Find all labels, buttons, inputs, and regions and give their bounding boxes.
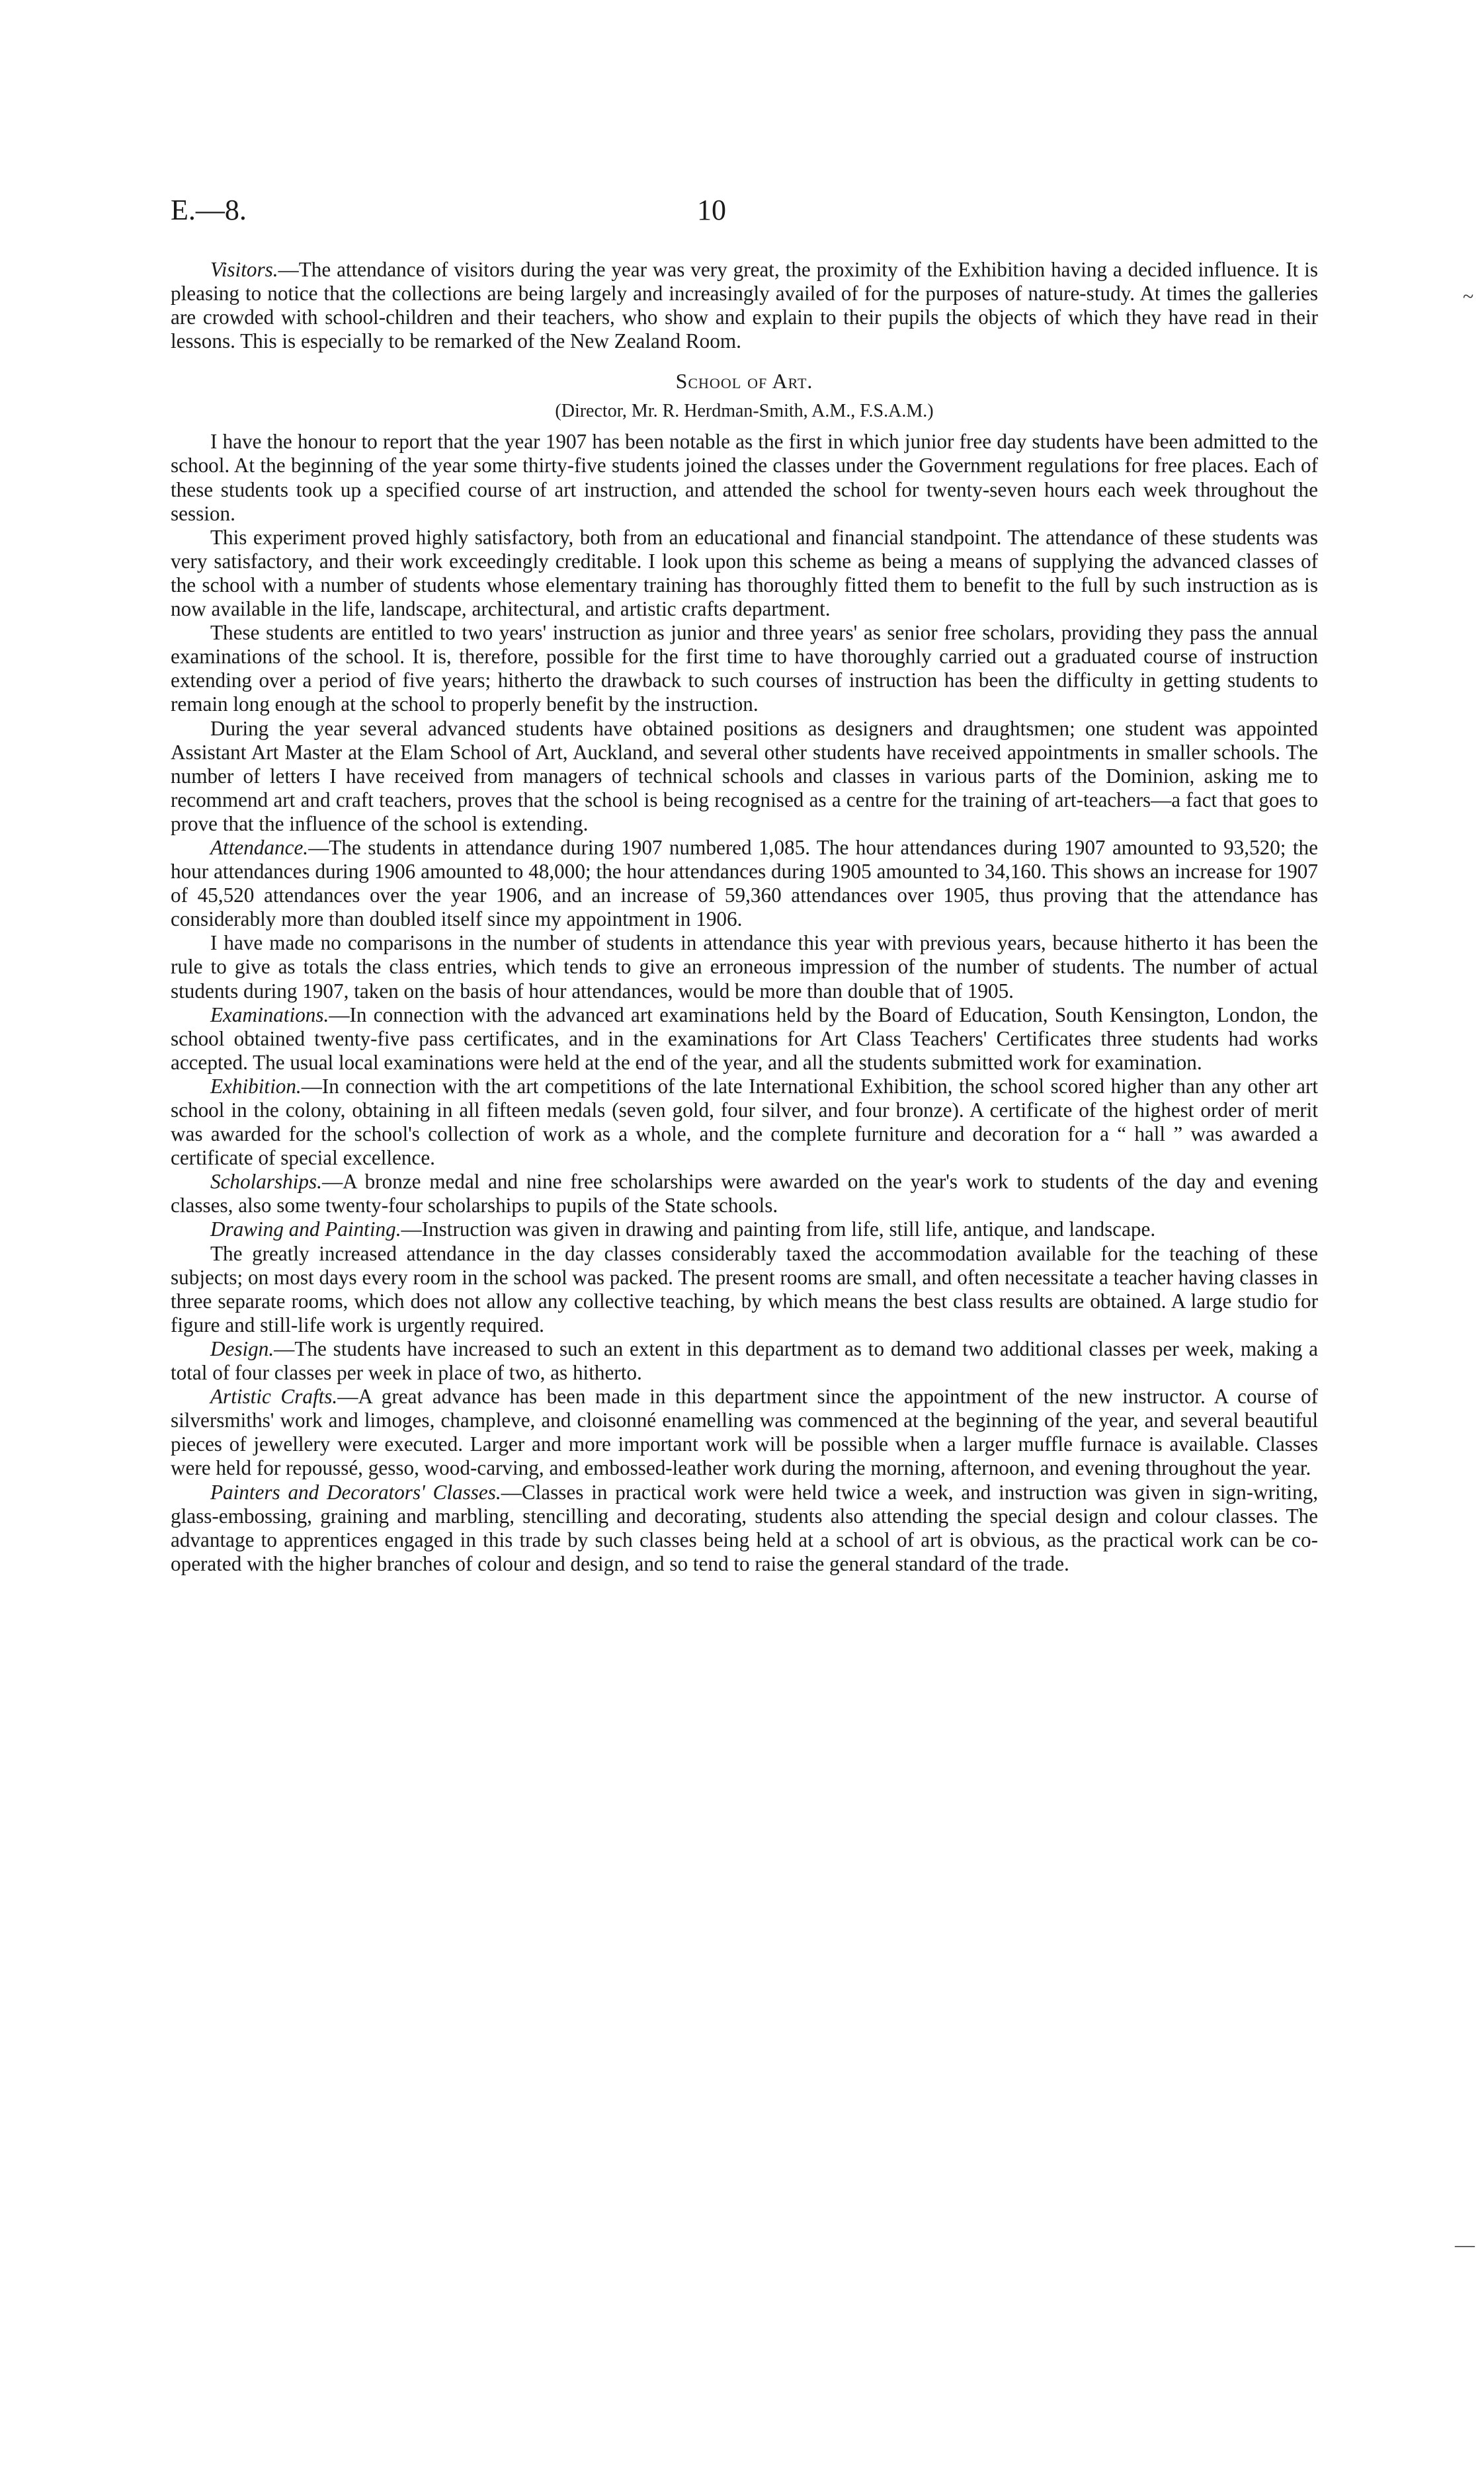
paragraph-text: I have made no comparisons in the number of students in attendance this year with previous years, because hitherto it has been the rule to give as totals the class entries, which tends to give an erroneous impression of the number of students. The number of actual students during 1907, taken on the basis of hour attendances, would be more than double that of 1905. [171, 931, 1318, 1003]
document-body [171, 258, 1318, 1576]
paragraph-heading: Artistic Crafts. [210, 1385, 338, 1409]
examinations-paragraph [171, 1003, 1318, 1075]
paragraph-text: —Classes in practical work were held twice a week, and instruction was given in sign-writing, glass-embossing, graining and marbling, stencilling and decorating, students also attending the special design and colour classes. The advantage to apprentices engaged in this trade by such classes being held at a school of art is obvious, as the practical work can be co-operated with the higher branches of colour and design, and so tend to raise the general standard of the trade. [171, 1480, 1318, 1575]
margin-mark: — [1455, 2234, 1475, 2256]
paragraph-text: These students are entitled to two years' instruction as junior and three years' as senior free scholars, providing they pass the annual examinations of the school. It is, therefore, possible for the first time to have thoroughly carried out a graduated course of instruction extending over a period of five years; hitherto the drawback to such courses of instruction has been the difficulty in getting students to remain long enough at the school to properly benefit by the instruction. [171, 621, 1318, 716]
paragraph-text: —Instruction was given in drawing and painting from life, still life, antique, and landscape. [401, 1217, 1156, 1241]
paragraph-text: —The attendance of visitors during the year was very great, the proximity of the Exhibition having a decided influence. It is pleasing to notice that the collections are being largely and increasingly availed of for the purposes of nature-study. At times the galleries are crowded with school-children and their teachers, who show and explain to their pupils the objects of which they have read in their lessons. This is especially to be remarked of the New Zealand Room. [171, 258, 1318, 353]
attendance-paragraph [171, 836, 1318, 931]
drawing-painting-paragraph [171, 1217, 1318, 1241]
paragraph-heading: Exhibition. [210, 1074, 302, 1098]
paragraph-text: —A great advance has been made in this department since the appointment of the new instructor. A course of silversmiths' work and limoges, champleve, and cloisonné enamelling was commenced at the beginning of the year, and several beautiful pieces of jewellery were executed. Larger and more important work will be possible when a larger muffle furnace is available. Classes were held for repoussé, gesso, wood-carving, and embossed-leather work during the morning, afternoon, and evening throughout the year. [171, 1385, 1318, 1480]
paragraph-text: —The students have increased to such an extent in this department as to demand two additional classes per week, making a total of four classes per week in place of two, as hitherto. [171, 1337, 1318, 1385]
paragraph-text: —The students in attendance during 1907 numbered 1,085. The hour attendances during 1907 amounted to 93,520; the hour attendances during 1906 amounted to 48,000; the hour attendances during 1905 amounted to 34,160. This shows an increase for 1907 of 45,520 attendances over the year 1906, and an increase of 59,360 attendances over 1905, thus proving that the attendance has considerably more than doubled itself since my appointment in 1906. [171, 835, 1318, 931]
section-title: School of Art. [675, 369, 813, 393]
paragraph-text: —In connection with the advanced art examinations held by the Board of Education, South Kensington, London, the school obtained twenty-five pass certificates, and in the examinations for Art Class Teachers' Certificates three students had works accepted. The usual local examinations were held at the end of the year, and all the students submitted work for examination. [171, 1003, 1318, 1074]
report-paragraph [171, 931, 1318, 1003]
paragraph-heading: Painters and Decorators' Classes. [210, 1480, 501, 1504]
report-reference: E.—8. [171, 194, 247, 226]
report-paragraph [171, 1242, 1318, 1337]
artistic-crafts-paragraph [171, 1385, 1318, 1480]
visitors-paragraph [171, 258, 1318, 353]
scholarships-paragraph [171, 1170, 1318, 1217]
report-paragraph [171, 717, 1318, 836]
paragraph-heading: Drawing and Painting. [210, 1217, 401, 1241]
page-number: 10 [697, 194, 726, 226]
paragraph-text: —A bronze medal and nine free scholarships were awarded on the year's work to students of the day and evening classes, also some twenty-four scholarships to pupils of the State schools. [171, 1170, 1318, 1217]
paragraph-heading: Attendance. [210, 835, 309, 859]
paragraph-text: I have the honour to report that the year 1907 has been notable as the first in which junior free day students have been admitted to the school. At the beginning of the year some thirty-five students joined the classes under the Government regulations for free places. Each of these students took up a specified course of art instruction, and attended the school for twenty-seven hours each week throughout the session. [171, 430, 1318, 525]
painters-decorators-paragraph [171, 1481, 1318, 1576]
margin-mark: ~ [1463, 286, 1474, 308]
report-paragraph [171, 621, 1318, 716]
page-header [0, 193, 1484, 233]
paragraph-text: The greatly increased attendance in the day classes considerably taxed the accommodation available for the teaching of these subjects; on most days every room in the school was packed. The present rooms are small, and often necessitate a teacher having classes in three separate rooms, which does not allow any collective teaching, by which means the best class results are obtained. A large studio for figure and still-life work is urgently required. [171, 1241, 1318, 1337]
paragraph-text: —In connection with the art competitions of the late International Exhibition, the school scored higher than any other art school in the colony, obtaining in all fifteen medals (seven gold, four silver, and four bronze). A certificate of the highest order of merit was awarded for the school's collection of work as a whole, and the complete furniture and decoration for a “ hall ” was awarded a certificate of special excellence. [171, 1074, 1318, 1170]
director-line: (Director, Mr. R. Herdman-Smith, A.M., F.S.A.M.) [555, 401, 934, 422]
paragraph-heading: Examinations. [210, 1003, 329, 1026]
exhibition-paragraph [171, 1075, 1318, 1170]
paragraph-heading: Design. [210, 1337, 274, 1360]
report-paragraph [171, 526, 1318, 621]
paragraph-heading: Scholarships. [210, 1170, 322, 1194]
paragraph-text: This experiment proved highly satisfactory, both from an educational and financial standpoint. The attendance of these students was very satisfactory, and their work exceedingly creditable. I look upon this scheme as being a means of supplying the advanced classes of the school with a number of students whose elementary training has thoroughly fitted them to benefit to the full by such instruction as is now available in the life, landscape, architectural, and artistic crafts department. [171, 525, 1318, 621]
design-paragraph [171, 1337, 1318, 1385]
report-paragraph [171, 430, 1318, 525]
paragraph-text: During the year several advanced students have obtained positions as designers and draughtsmen; one student was appointed Assistant Art Master at the Elam School of Art, Auckland, and several other students have received appointments in smaller schools. The number of letters I have received from managers of technical schools and classes in various parts of the Dominion, asking me to recommend art and craft teachers, proves that the school is being recognised as a centre for the training of art-teachers—a fact that goes to prove that the influence of the school is extending. [171, 716, 1318, 835]
paragraph-heading: Visitors. [210, 258, 278, 281]
